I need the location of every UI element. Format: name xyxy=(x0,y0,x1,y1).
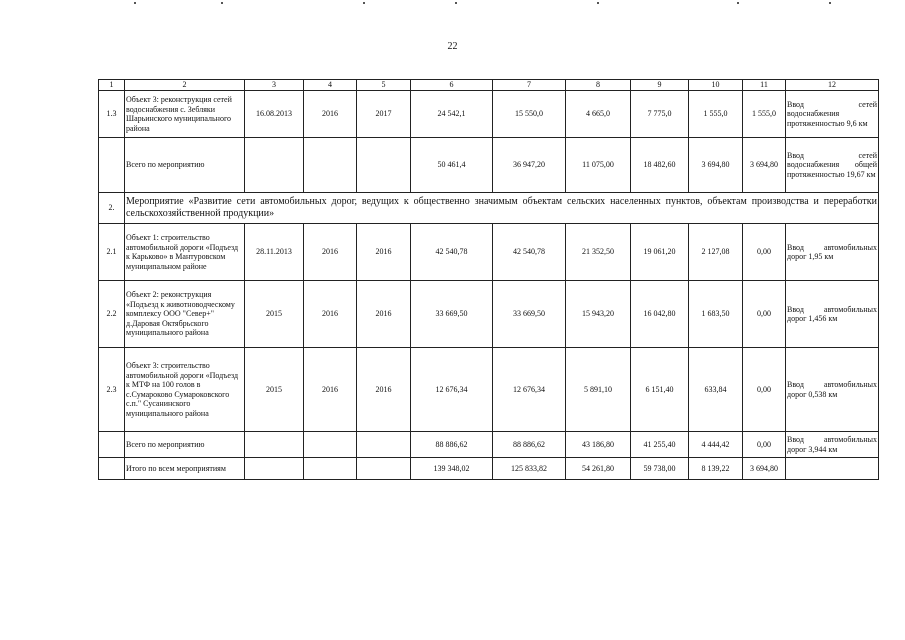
header-cell: 12 xyxy=(786,80,879,91)
header-cell: 4 xyxy=(304,80,357,91)
empty-cell xyxy=(357,432,411,458)
cell-col7: 42 540,78 xyxy=(493,224,566,281)
cell-col8: 54 261,80 xyxy=(566,458,631,480)
row-number: 2.3 xyxy=(99,348,125,432)
header-cell: 7 xyxy=(493,80,566,91)
result-text: Ввод сетей водоснабжения общей протяженностью 19,67 км xyxy=(786,138,879,193)
row-number: 2. xyxy=(99,193,125,224)
cell-col9: 41 255,40 xyxy=(631,432,689,458)
cell-col7: 125 833,82 xyxy=(493,458,566,480)
cell-col10: 4 444,42 xyxy=(689,432,743,458)
table-row-event-2 xyxy=(99,193,879,224)
result-text: Ввод автомобильных дорог 1,456 км xyxy=(786,281,879,348)
result-text: Ввод автомобильных дорог 1,95 км xyxy=(786,224,879,281)
cell-col7: 88 886,62 xyxy=(493,432,566,458)
cell-col10: 1 683,50 xyxy=(689,281,743,348)
row-number: 2.1 xyxy=(99,224,125,281)
cell-col11: 0,00 xyxy=(743,348,786,432)
cell-col6: 24 542,1 xyxy=(411,91,493,138)
row-number: 2.2 xyxy=(99,281,125,348)
result-text: Ввод автомобильных дорог 0,538 км xyxy=(786,348,879,432)
cell-col9: 16 042,80 xyxy=(631,281,689,348)
event-title: Мероприятие «Развитие сети автомобильных дорог, ведущих к общественно значимым объектам сельских населенных пунктов, объектам производства и переработки сельскохозяйственной продукции» xyxy=(125,193,879,224)
header-row xyxy=(99,80,879,91)
row-number: 1.3 xyxy=(99,91,125,138)
table-row-2-3 xyxy=(99,348,879,432)
start-date: 16.08.2013 xyxy=(245,91,304,138)
header-cell: 10 xyxy=(689,80,743,91)
total-label: Всего по мероприятию xyxy=(125,432,245,458)
empty-cell xyxy=(786,458,879,480)
cell-col7: 12 676,34 xyxy=(493,348,566,432)
cell-col4: 2016 xyxy=(304,91,357,138)
table-row-total-1 xyxy=(99,138,879,193)
table-row-grand-total xyxy=(99,458,879,480)
cell-col11: 0,00 xyxy=(743,224,786,281)
object-name: Объект 2: реконструкция «Подъезд к животноводческому комплексу ООО "Север+" д.Даровая Октябрьского муниципального района xyxy=(125,281,245,348)
cell-col11: 0,00 xyxy=(743,432,786,458)
cell-col8: 15 943,20 xyxy=(566,281,631,348)
cell-col11: 3 694,80 xyxy=(743,138,786,193)
cell-col7: 15 550,0 xyxy=(493,91,566,138)
cell-col6: 12 676,34 xyxy=(411,348,493,432)
grand-total-label: Итого по всем мероприятиям xyxy=(125,458,245,480)
header-cell: 8 xyxy=(566,80,631,91)
empty-cell xyxy=(99,138,125,193)
cell-col9: 19 061,20 xyxy=(631,224,689,281)
table-row-2-1 xyxy=(99,224,879,281)
cell-col9: 59 738,00 xyxy=(631,458,689,480)
empty-cell xyxy=(99,458,125,480)
cell-col5: 2016 xyxy=(357,281,411,348)
cell-col4: 2016 xyxy=(304,224,357,281)
table-row-2-2 xyxy=(99,281,879,348)
start-date: 2015 xyxy=(245,281,304,348)
empty-cell xyxy=(357,458,411,480)
cell-col6: 50 461,4 xyxy=(411,138,493,193)
empty-cell xyxy=(99,432,125,458)
result-text: Ввод сетей водоснабжения протяженностью 9,6 км xyxy=(786,91,879,138)
cell-col10: 633,84 xyxy=(689,348,743,432)
cell-col6: 139 348,02 xyxy=(411,458,493,480)
start-date: 28.11.2013 xyxy=(245,224,304,281)
header-cell: 1 xyxy=(99,80,125,91)
object-name: Объект 3: строительство автомобильной дороги «Подъезд к МТФ на 100 голов в с.Сумароково Сумароковского с.п." Сусанинского муниципального района xyxy=(125,348,245,432)
cell-col6: 33 669,50 xyxy=(411,281,493,348)
cell-col4: 2016 xyxy=(304,281,357,348)
empty-cell xyxy=(304,458,357,480)
cell-col10: 2 127,08 xyxy=(689,224,743,281)
cell-col11: 0,00 xyxy=(743,281,786,348)
page-number: 22 xyxy=(447,41,458,52)
empty-cell xyxy=(245,432,304,458)
object-name: Объект 1: строительство автомобильной дороги «Подъезд к Карьково» в Мантуровском муниципальном районе xyxy=(125,224,245,281)
empty-cell xyxy=(304,432,357,458)
start-date: 2015 xyxy=(245,348,304,432)
cell-col8: 11 075,00 xyxy=(566,138,631,193)
cell-col11: 3 694,80 xyxy=(743,458,786,480)
cell-col5: 2017 xyxy=(357,91,411,138)
header-cell: 5 xyxy=(357,80,411,91)
empty-cell xyxy=(304,138,357,193)
table-row-total-2 xyxy=(99,432,879,458)
cell-col9: 6 151,40 xyxy=(631,348,689,432)
empty-cell xyxy=(245,458,304,480)
cell-col9: 7 775,0 xyxy=(631,91,689,138)
cell-col8: 21 352,50 xyxy=(566,224,631,281)
cell-col8: 43 186,80 xyxy=(566,432,631,458)
cell-col9: 18 482,60 xyxy=(631,138,689,193)
cell-col6: 42 540,78 xyxy=(411,224,493,281)
header-cell: 2 xyxy=(125,80,245,91)
cell-col7: 36 947,20 xyxy=(493,138,566,193)
cell-col8: 5 891,10 xyxy=(566,348,631,432)
cell-col7: 33 669,50 xyxy=(493,281,566,348)
cell-col5: 2016 xyxy=(357,224,411,281)
cell-col10: 8 139,22 xyxy=(689,458,743,480)
table-row-1-3 xyxy=(99,91,879,138)
cell-col8: 4 665,0 xyxy=(566,91,631,138)
object-name: Объект 3: реконструкция сетей водоснабжения с. Зебляки Шарьинского муниципального района xyxy=(125,91,245,138)
cell-col5: 2016 xyxy=(357,348,411,432)
header-cell: 3 xyxy=(245,80,304,91)
cell-col10: 3 694,80 xyxy=(689,138,743,193)
empty-cell xyxy=(245,138,304,193)
result-text: Ввод автомобильных дорог 3,944 км xyxy=(786,432,879,458)
total-label: Всего по мероприятию xyxy=(125,138,245,193)
header-cell: 9 xyxy=(631,80,689,91)
cell-col11: 1 555,0 xyxy=(743,91,786,138)
cell-col10: 1 555,0 xyxy=(689,91,743,138)
header-cell: 6 xyxy=(411,80,493,91)
cell-col6: 88 886,62 xyxy=(411,432,493,458)
empty-cell xyxy=(357,138,411,193)
program-table xyxy=(98,79,879,480)
cell-col4: 2016 xyxy=(304,348,357,432)
header-cell: 11 xyxy=(743,80,786,91)
